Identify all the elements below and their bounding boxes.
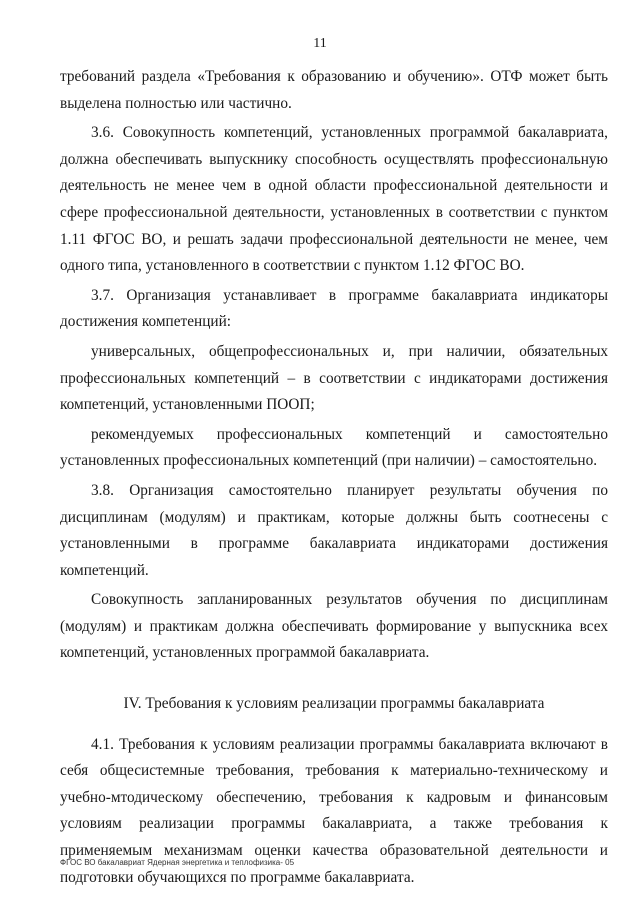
paragraph-3-7-item-2: рекомендуемых профессиональных компетенций и самостоятельно установленных профессиональных компетенций (при наличии) – самостоятельно.	[60, 425, 608, 470]
paragraph-4-1: 4.1. Требования к условиям реализации программы бакалавриата включают в себя общесистемные требования, требования к материально-техническому и учебно-мтодическому обеспечению, требования к кадровым и финансовым условиям реализации программы бакалавриата, а также требования к применяемым механизмам оценки качества образовательной деятельности и подготовки обучающихся по программе бакалавриата.	[60, 735, 608, 886]
paragraph-3-7: 3.7. Организация устанавливает в программе бакалавриата индикаторы достижения компетенций:	[60, 286, 608, 331]
paragraph-3-6: 3.6. Совокупность компетенций, установленных программой бакалавриата, должна обеспечивать выпускнику способность осуществлять профессиональную деятельность не менее чем в одной области профессиональной деятельности и сфере профессиональной деятельности, установленных в соответствии с пунктом 1.11 ФГОС ВО, и решать задачи профессиональной деятельности не менее, чем одного типа, установленного в соответствии с пунктом 1.12 ФГОС ВО.	[60, 124, 608, 275]
paragraph-3-8: 3.8. Организация самостоятельно планирует результаты обучения по дисциплинам (модулям) и практикам, которые должны быть соотнесены с установленными в программе бакалавриата индикаторами достижения компетенций.	[60, 481, 608, 579]
section-heading: IV. Требования к условиям реализации программы бакалавриата	[123, 695, 545, 713]
document-body	[60, 64, 608, 891]
paragraph-continuation: требований раздела «Требования к образованию и обучению». ОТФ может быть выделена полностью или частично.	[60, 68, 608, 112]
footer-note: ФГОС ВО бакалавриат Ядерная энергетика и теплофизика- 05	[60, 858, 295, 867]
paragraph-3-7-item-1: универсальных, общепрофессиональных и, при наличии, обязательных профессиональных компетенций – в соответствии с индикаторами достижения компетенций, установленными ПООП;	[60, 342, 608, 414]
page-number: 11	[313, 36, 327, 51]
paragraph-3-8-summary: Совокупность запланированных результатов обучения по дисциплинам (модулям) и практикам должна обеспечивать формирование у выпускника всех компетенций, установленных программой бакалавриата.	[60, 591, 608, 662]
